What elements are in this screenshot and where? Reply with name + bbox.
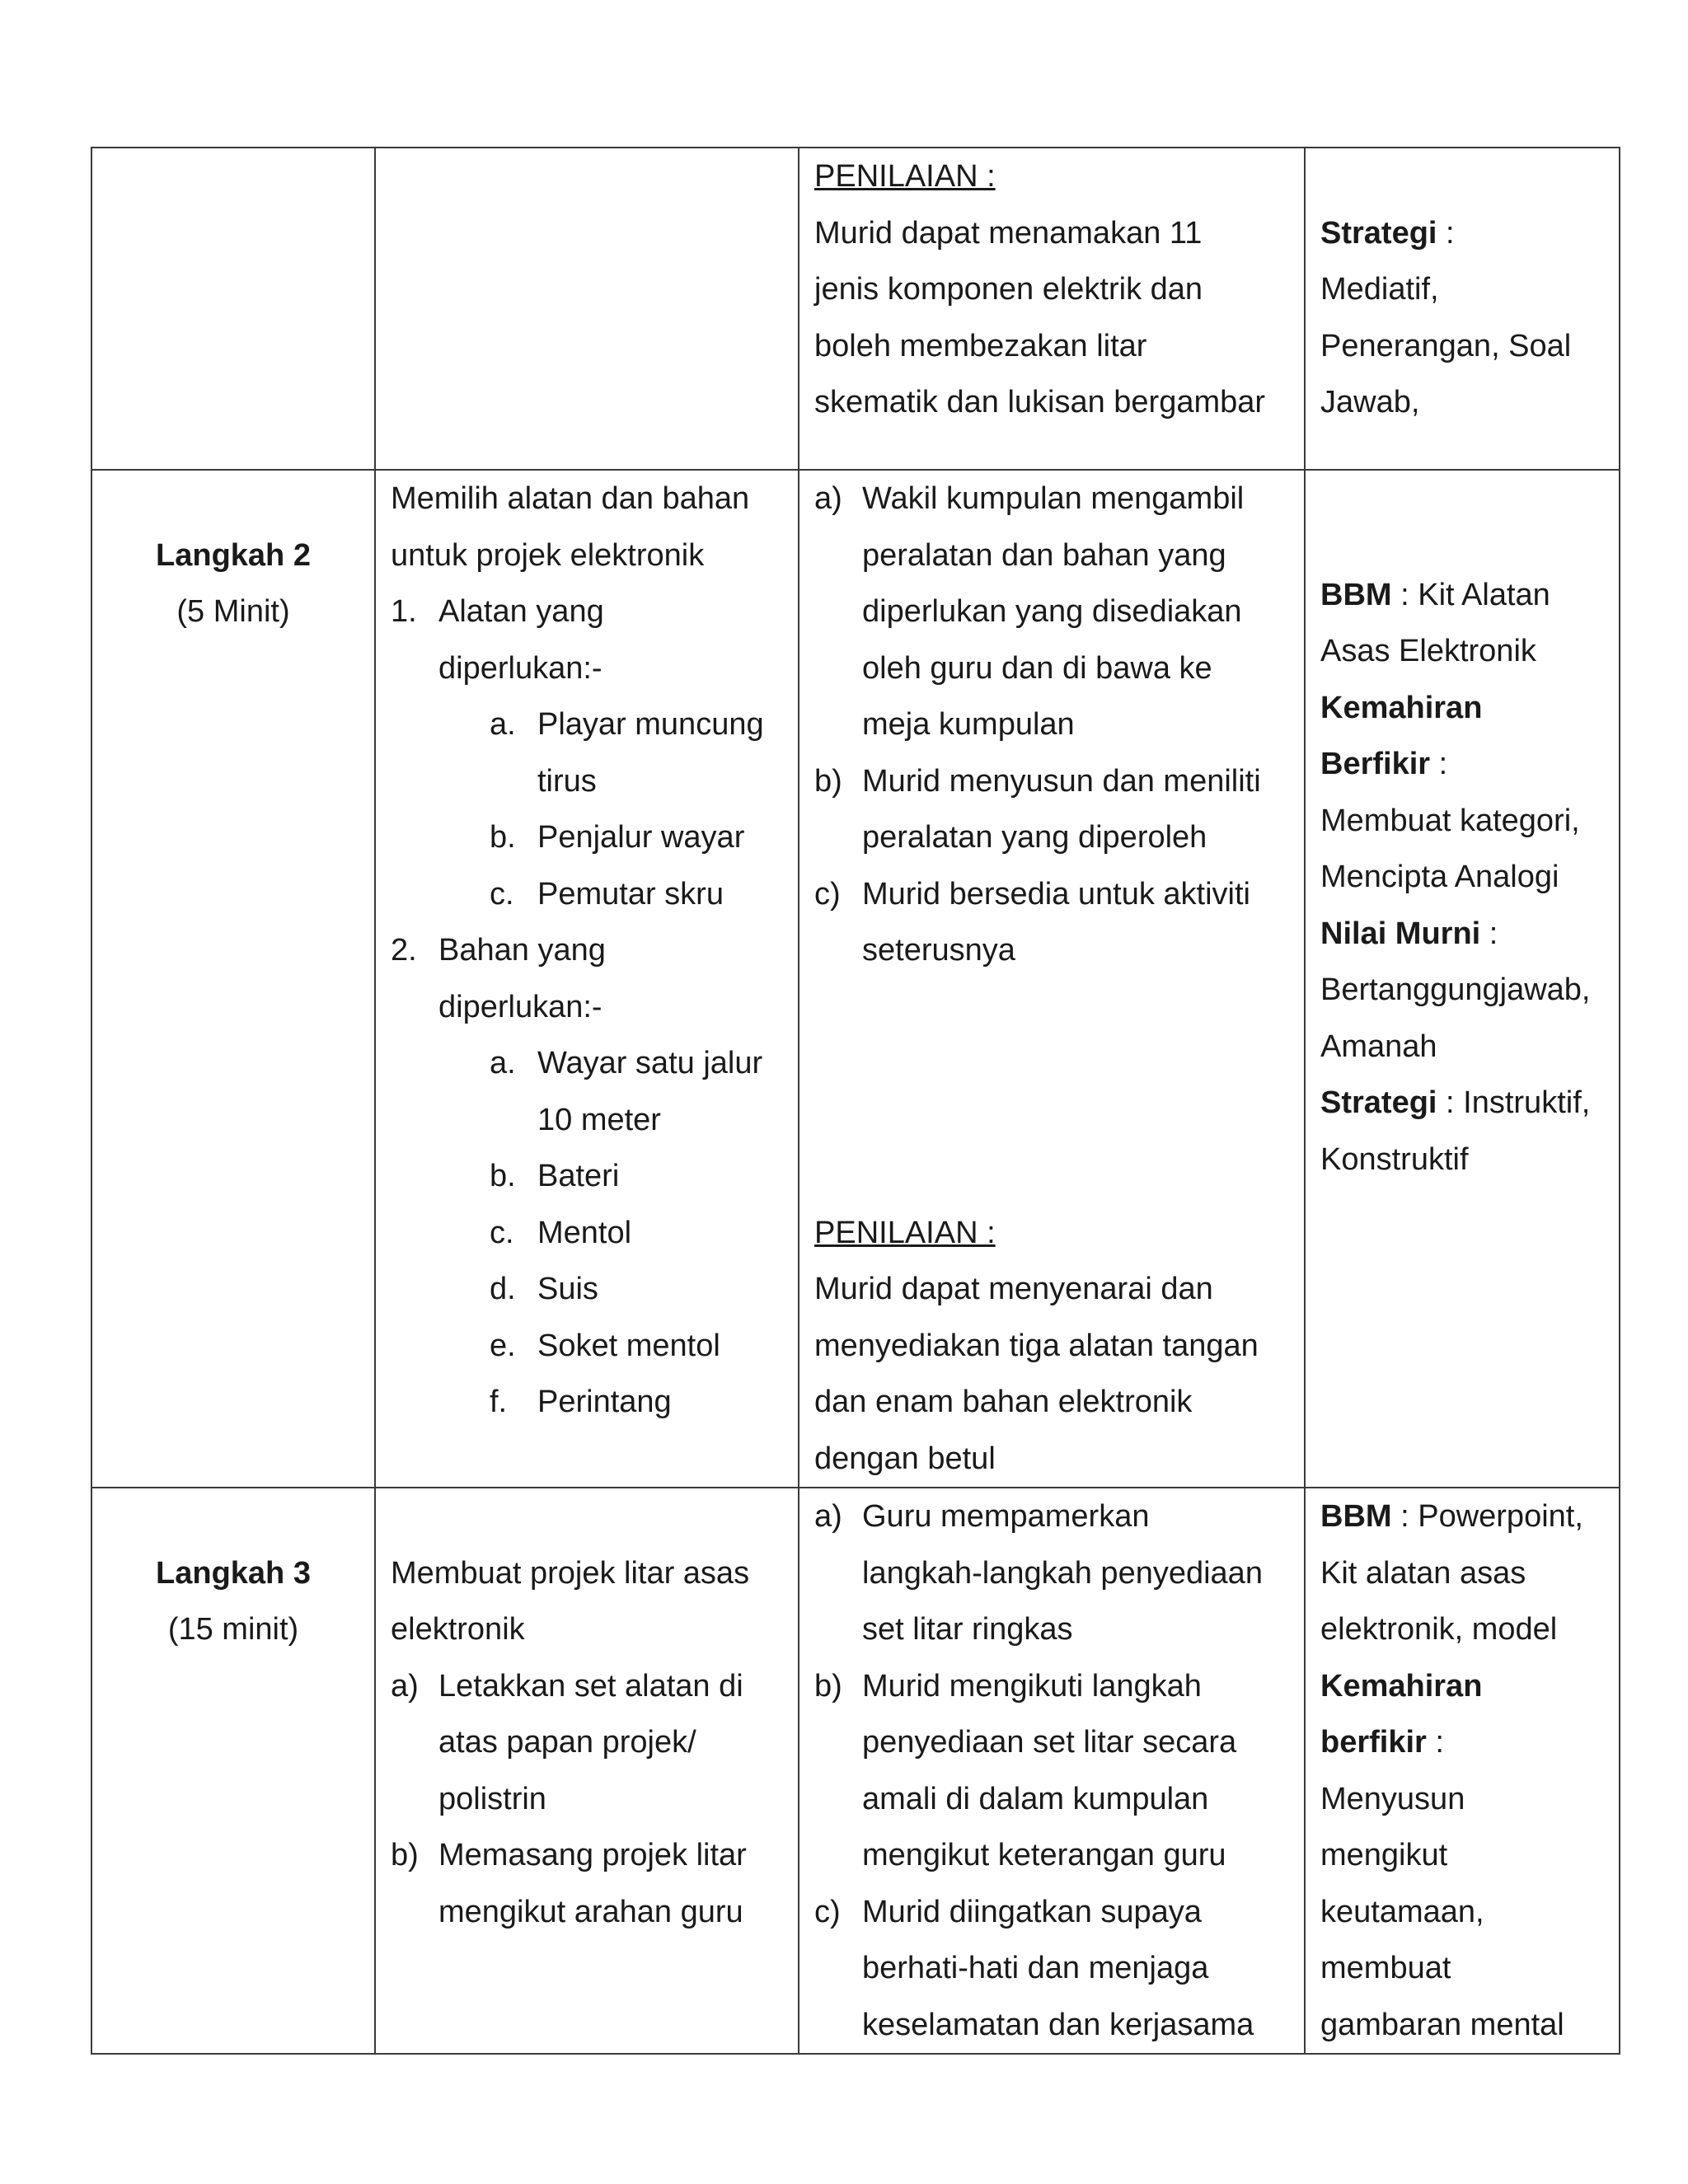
activity-text: Murid bersedia untuk aktiviti	[862, 876, 1250, 912]
notes-cell	[1305, 470, 1620, 1488]
list-marker: d.	[490, 1272, 516, 1306]
strategy-line: Mediatif,	[1320, 272, 1439, 307]
assessment-line: Murid dapat menyenarai dan	[814, 1272, 1213, 1306]
content-intro-line: untuk projek elektronik	[391, 537, 705, 573]
list-marker: a.	[490, 707, 516, 742]
list-item-text: Alatan yang	[438, 594, 604, 629]
skill-line: Mencipta Analogi	[1320, 860, 1559, 894]
activity-cell	[799, 148, 1305, 470]
activity-text: diperlukan yang disediakan	[862, 594, 1242, 629]
list-item-text: Bahan yang	[438, 933, 606, 968]
list-item	[391, 1827, 783, 1940]
assessment-line: boleh membezakan litar	[814, 328, 1147, 363]
activity-text: peralatan yang diperoleh	[862, 820, 1207, 855]
step-time: (5 Minit)	[176, 594, 290, 629]
skill-line: keutamaan,	[1320, 1894, 1484, 1929]
activity-text: berhati-hati dan menjaga	[862, 1951, 1209, 1985]
bbm-note	[1320, 1488, 1604, 1545]
content-intro-line: elektronik	[391, 1612, 525, 1647]
list-item-text: diperlukan:-	[438, 989, 603, 1024]
list-marker: a)	[814, 481, 842, 516]
list-marker: c)	[814, 1894, 841, 1929]
assessment-line: menyediakan tiga alatan tangan	[814, 1328, 1259, 1363]
sub-list-item	[391, 1148, 783, 1205]
activity-item	[814, 1488, 1289, 1658]
value-note	[1320, 906, 1604, 963]
list-item-text: diperlukan:-	[438, 650, 603, 686]
skill-label: Kemahiran	[1320, 1668, 1483, 1704]
value-label: Nilai Murni	[1320, 916, 1481, 951]
list-item-text: tirus	[537, 763, 597, 799]
list-marker: f.	[490, 1385, 508, 1419]
list-item-text: Mentol	[537, 1215, 632, 1250]
step-cell	[91, 148, 375, 470]
skill-line: mengikut	[1320, 1838, 1448, 1872]
strategy-label: Strategi	[1320, 215, 1437, 251]
skill-sep: :	[1430, 747, 1448, 781]
list-item-text: Penjalur wayar	[537, 820, 745, 855]
skill-line: Membuat kategori,	[1320, 803, 1580, 838]
list-item-text: mengikut arahan guru	[438, 1894, 743, 1929]
sub-list-item	[391, 809, 783, 866]
activity-text: keselamatan dan kerjasama	[862, 2007, 1254, 2042]
sub-list-item	[391, 1374, 783, 1431]
activity-item	[814, 471, 1289, 753]
list-item-text: Playar muncung	[537, 707, 764, 742]
bbm-text: : Kit Alatan	[1391, 577, 1550, 612]
activity-text: mengikut keterangan guru	[862, 1838, 1226, 1872]
assessment-heading: PENILAIAN :	[814, 159, 996, 194]
bbm-label: BBM	[1320, 1499, 1392, 1534]
step-title: Langkah 3	[156, 1555, 311, 1591]
skill-sep: :	[1426, 1725, 1444, 1760]
step-title: Langkah 2	[156, 537, 311, 573]
bbm-text: : Powerpoint,	[1391, 1499, 1583, 1534]
activity-text: langkah-langkah penyediaan	[862, 1555, 1263, 1591]
content-cell	[375, 148, 799, 470]
activity-text: set litar ringkas	[862, 1612, 1073, 1647]
list-item	[391, 1658, 783, 1828]
activity-item	[814, 1658, 1289, 1884]
strategy-line: Konstruktif	[1320, 1141, 1469, 1177]
skill-label-2: berfikir	[1320, 1725, 1427, 1760]
activity-text: Wakil kumpulan mengambil	[862, 481, 1245, 516]
strategy-line: Jawab,	[1320, 385, 1420, 419]
content-intro-line: Membuat projek litar asas	[391, 1555, 750, 1591]
table-row	[91, 1488, 1620, 2054]
list-marker: b)	[814, 1668, 842, 1704]
activity-text: Murid mengikuti langkah	[862, 1668, 1202, 1704]
value-line: Bertanggungjawab,	[1320, 972, 1591, 1007]
list-item	[391, 583, 783, 696]
content-intro-line: Memilih alatan dan bahan	[391, 481, 750, 516]
activity-text: oleh guru dan di bawa ke	[862, 650, 1212, 686]
strategy-label: Strategi	[1320, 1085, 1437, 1120]
list-item	[391, 922, 783, 1035]
list-marker: b.	[490, 820, 516, 855]
content-cell	[375, 470, 799, 1488]
list-marker: a.	[490, 1046, 516, 1080]
activity-text: Guru mempamerkan	[862, 1499, 1150, 1534]
list-marker: b.	[490, 1159, 516, 1193]
assessment-line: dengan betul	[814, 1441, 996, 1476]
strategy-note	[1320, 1075, 1604, 1132]
step-time: (15 minit)	[167, 1612, 299, 1647]
table-row	[91, 148, 1620, 470]
activity-item	[814, 866, 1289, 979]
activity-item	[814, 753, 1289, 866]
list-marker: 2.	[391, 933, 417, 968]
assessment-heading: PENILAIAN :	[814, 1215, 996, 1250]
skill-line: membuat	[1320, 1951, 1451, 1985]
notes-cell	[1305, 1488, 1620, 2054]
sub-list-item	[391, 696, 783, 809]
list-marker: e.	[490, 1328, 516, 1363]
activity-text: peralatan dan bahan yang	[862, 537, 1226, 573]
list-item-text: atas papan projek/	[438, 1725, 696, 1760]
step-cell	[91, 1488, 375, 2054]
bbm-note	[1320, 567, 1604, 624]
notes-cell	[1305, 148, 1620, 470]
table-row	[91, 470, 1620, 1488]
sub-list-item	[391, 1261, 783, 1318]
assessment-line: Murid dapat menamakan 11	[814, 215, 1203, 251]
strategy-sep: :	[1437, 215, 1455, 251]
bbm-line: elektronik, model	[1320, 1612, 1558, 1647]
bbm-line: Asas Elektronik	[1320, 634, 1536, 668]
strategy-line: Penerangan, Soal	[1320, 328, 1572, 363]
value-line: Amanah	[1320, 1029, 1437, 1064]
skill-line: Menyusun	[1320, 1781, 1465, 1816]
lesson-plan-table	[91, 147, 1620, 2055]
sub-list-item	[391, 866, 783, 923]
bbm-label: BBM	[1320, 577, 1392, 612]
activity-text: penyediaan set litar secara	[862, 1725, 1237, 1760]
skill-note	[1320, 1714, 1604, 1771]
skill-label: Kemahiran	[1320, 690, 1483, 725]
assessment-line: dan enam bahan elektronik	[814, 1385, 1193, 1419]
sub-list-item	[391, 1318, 783, 1375]
activity-text: Murid menyusun dan meniliti	[862, 763, 1261, 799]
list-item-text: Memasang projek litar	[438, 1838, 747, 1872]
list-item-text: 10 meter	[537, 1102, 661, 1137]
list-item-text: polistrin	[438, 1781, 546, 1816]
list-marker: b)	[391, 1838, 419, 1872]
assessment-line: skematik dan lukisan bergambar	[814, 385, 1266, 419]
strategy-note	[1320, 205, 1604, 262]
skill-line: gambaran mental	[1320, 2007, 1564, 2042]
strategy-text: : Instruktif,	[1437, 1085, 1591, 1120]
list-marker: c.	[490, 1215, 514, 1250]
skill-note	[1320, 736, 1604, 793]
list-marker: b)	[814, 763, 842, 799]
activity-text: Murid diingatkan supaya	[862, 1894, 1202, 1929]
value-sep: :	[1480, 916, 1498, 951]
list-item-text: Soket mentol	[537, 1328, 720, 1363]
activity-text: meja kumpulan	[862, 707, 1075, 742]
list-marker: a)	[391, 1668, 419, 1704]
list-item-text: Letakkan set alatan di	[438, 1668, 743, 1704]
activity-text: amali di dalam kumpulan	[862, 1781, 1209, 1816]
list-item-text: Perintang	[537, 1385, 672, 1419]
activity-text: seterusnya	[862, 933, 1015, 968]
list-marker: a)	[814, 1499, 842, 1534]
list-marker: 1.	[391, 594, 417, 629]
activity-item	[814, 1884, 1289, 2054]
list-item-text: Wayar satu jalur	[537, 1046, 763, 1080]
step-cell	[91, 470, 375, 1488]
list-item-text: Pemutar skru	[537, 876, 724, 912]
sub-list-item	[391, 1205, 783, 1262]
assessment-line: jenis komponen elektrik dan	[814, 272, 1203, 307]
content-cell	[375, 1488, 799, 2054]
bbm-line: Kit alatan asas	[1320, 1555, 1526, 1591]
list-item-text: Suis	[537, 1272, 598, 1306]
list-item-text: Bateri	[537, 1159, 620, 1193]
list-marker: c)	[814, 876, 841, 912]
list-marker: c.	[490, 876, 514, 912]
sub-list-item	[391, 1035, 783, 1148]
activity-cell	[799, 470, 1305, 1488]
skill-label-2: Berfikir	[1320, 747, 1431, 781]
activity-cell	[799, 1488, 1305, 2054]
